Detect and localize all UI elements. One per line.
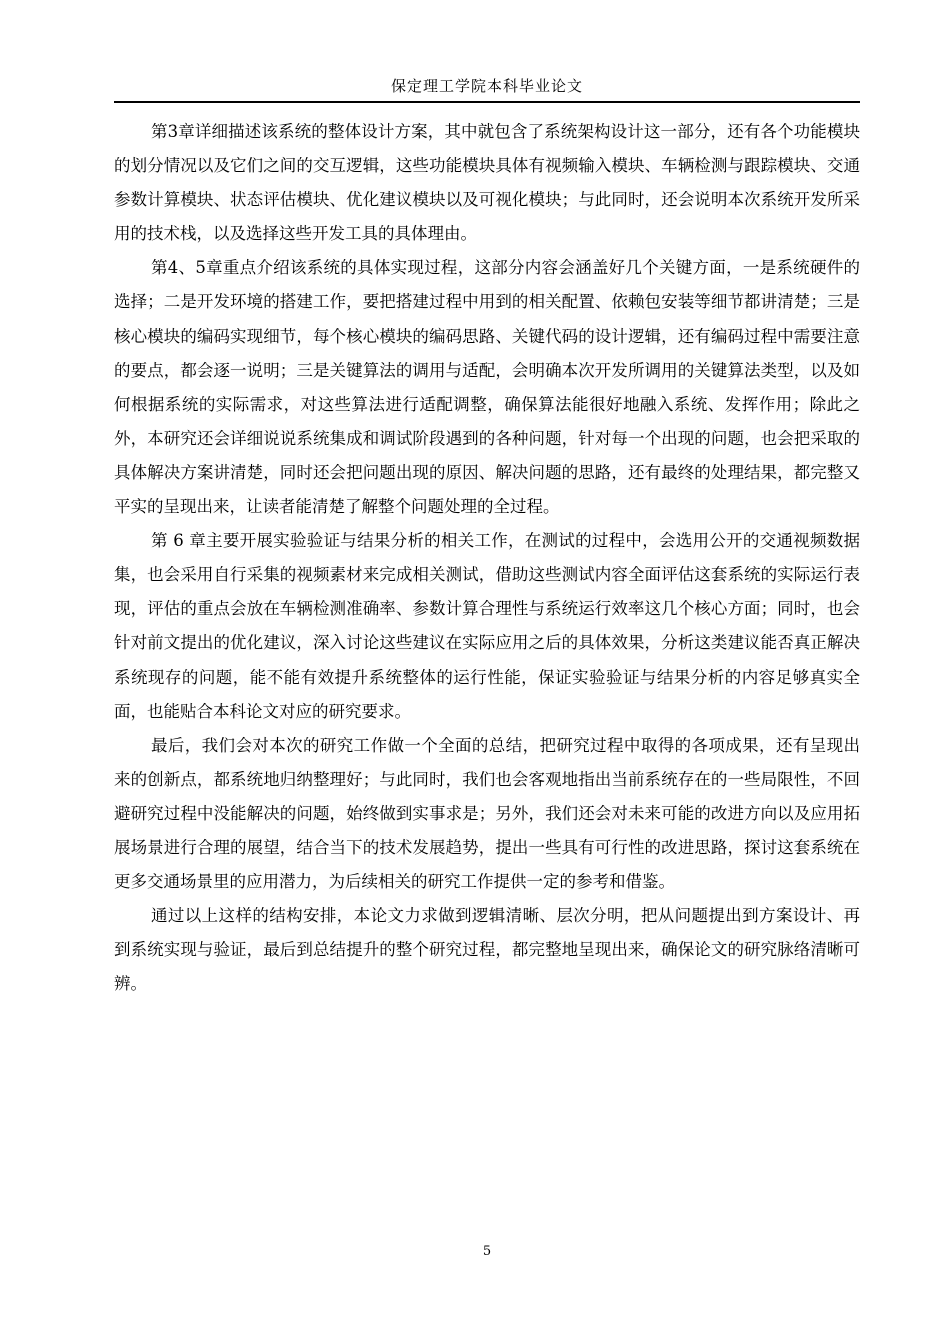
document-body — [114, 115, 860, 1001]
paragraph-conclusion: 最后，我们会对本次的研究工作做一个全面的总结，把研究过程中取得的各项成果，还有呈现出来的创新点，都系统地归纳整理好；与此同时，我们也会客观地指出当前系统存在的一些局限性，不回避研究过程中没能解决的问题，始终做到实事求是；另外，我们还会对未来可能的改进方向以及应用拓展场景进行合理的展望，结合当下的技术发展趋势，提出一些具有可行性的改进思路，探讨这套系统在更多交通场景里的应用潜力，为后续相关的研究工作提供一定的参考和借鉴。 — [114, 735, 860, 892]
header-divider — [114, 101, 860, 103]
paragraph-structure-summary: 通过以上这样的结构安排，本论文力求做到逻辑清晰、层次分明，把从问题提出到方案设计、再到系统实现与验证，最后到总结提升的整个研究过程，都完整地呈现出来，确保论文的研究脉络清晰可辨。 — [114, 906, 860, 994]
paragraph-chapter-3: 第3章详细描述该系统的整体设计方案，其中就包含了系统架构设计这一部分，还有各个功能模块的划分情况以及它们之间的交互逻辑，这些功能模块具体有视频输入模块、车辆检测与跟踪模块、交通参数计算模块、状态评估模块、优化建议模块以及可视化模块；与此同时，还会说明本次系统开发所采用的技术栈，以及选择这些开发工具的具体理由。 — [114, 122, 860, 244]
page-header-title: 保定理工学院本科毕业论文 — [390, 77, 583, 95]
paragraph-chapter-4-5: 第4、5章重点介绍该系统的具体实现过程，这部分内容会涵盖好几个关键方面，一是系统硬件的选择；二是开发环境的搭建工作，要把搭建过程中用到的相关配置、依赖包安装等细节都讲清楚；三是核心模块的编码实现细节，每个核心模块的编码思路、关键代码的设计逻辑，还有编码过程中需要注意的要点，都会逐一说明；三是关键算法的调用与适配，会明确本次开发所调用的关键算法类型，以及如何根据系统的实际需求，对这些算法进行适配调整，确保算法能很好地融入系统、发挥作用；除此之外，本研究还会详细说说系统集成和调试阶段遇到的各种问题，针对每一个出现的问题，也会把采取的具体解决方案讲清楚，同时还会把问题出现的原因、解决问题的思路，还有最终的处理结果，都完整又平实的呈现出来，让读者能清楚了解整个问题处理的全过程。 — [114, 258, 860, 517]
page-number: 5 — [482, 1244, 492, 1259]
paragraph-chapter-6: 第 6 章主要开展实验验证与结果分析的相关工作，在测试的过程中，会选用公开的交通视频数据集，也会采用自行采集的视频素材来完成相关测试，借助这些测试内容全面评估这套系统的实际运行表现，评估的重点会放在车辆检测准确率、参数计算合理性与系统运行效率这几个核心方面；同时，也会针对前文提出的优化建议，深入讨论这些建议在实际应用之后的具体效果，分析这类建议能否真正解决系统现存的问题，能不能有效提升系统整体的运行性能，保证实验验证与结果分析的内容足够真实全面，也能贴合本科论文对应的研究要求。 — [114, 531, 860, 721]
